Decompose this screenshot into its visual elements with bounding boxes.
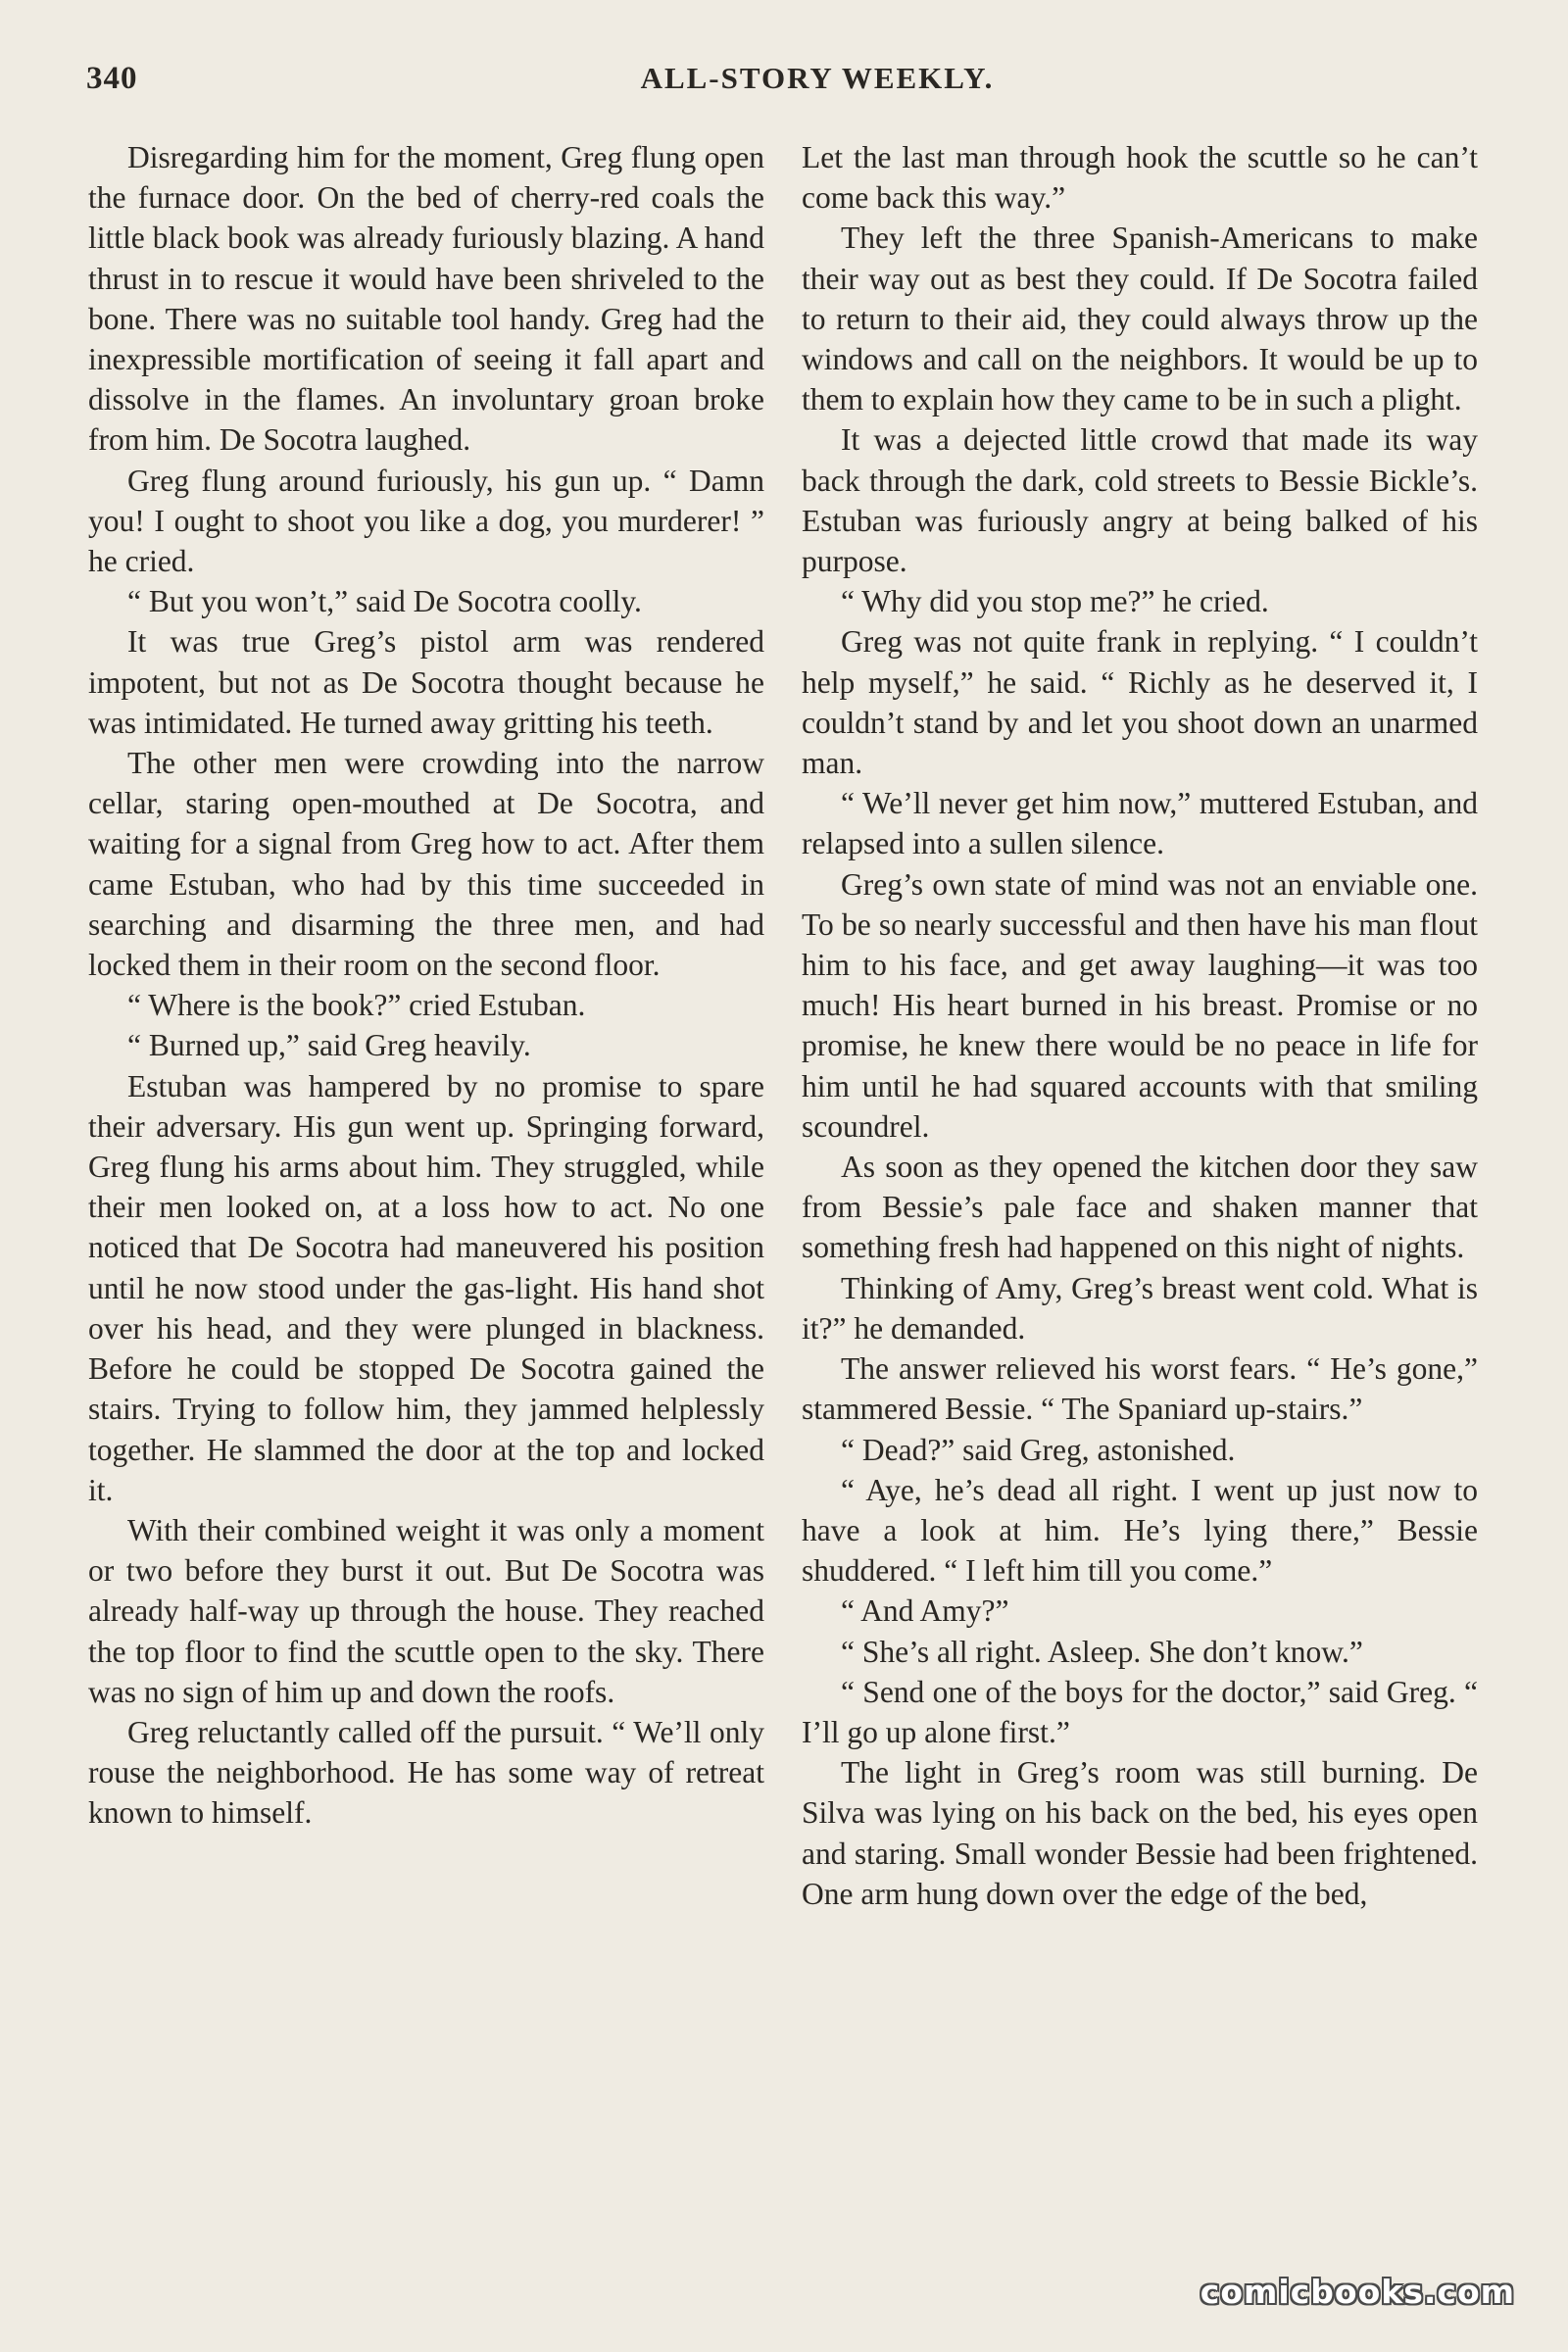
paragraph: “ And Amy?” (841, 1593, 1009, 1629)
paragraph: Greg flung around furiously, his gun up. “ Damn you! I ought to shoot you like a dog, you murderer! ” he cried. (88, 463, 764, 579)
running-title: ALL-STORY WEEKLY. (640, 61, 995, 95)
page-header (86, 61, 1480, 120)
paragraph: Greg’s own state of mind was not an enviable one. To be so nearly successful and then have his man flout him to his face, and get away laughing—it was too much! His heart burned in his breast. Promise or no promise, he knew there would be no peace in life for him until he had squared accounts with that smiling scoundrel. (802, 866, 1478, 1144)
paragraph: Disregarding him for the moment, Greg flung open the furnace door. On the bed of cherry-red coals the little black book was already furiously blazing. A hand thrust in to rescue it would have been shriveled to the bone. There was no suitable tool handy. Greg had the inexpressible mortification of seeing it fall apart and dissolve in the flames. An involuntary groan broke from him. De Socotra laughed. (88, 140, 764, 458)
paragraph: The light in Greg’s room was still burning. De Silva was lying on his back on the bed, his eyes open and staring. Small wonder Bessie had been frightened. One arm hung down over the edge of the bed, (802, 1755, 1478, 1911)
paragraph: “ Burned up,” said Greg heavily. (127, 1028, 531, 1063)
paragraph: As soon as they opened the kitchen door they saw from Bessie’s pale face and shaken manner that something fresh had happened on this night of nights. (802, 1150, 1478, 1265)
paragraph: Let the last man through hook the scuttle so he can’t come back this way.” (802, 140, 1478, 216)
paragraph: “ Dead?” said Greg, astonished. (841, 1432, 1236, 1467)
paragraph: “ Send one of the boys for the doctor,” said Greg. “ I’ll go up alone first.” (802, 1674, 1478, 1749)
page-number: 340 (86, 61, 138, 96)
paragraph: “ But you won’t,” said De Socotra coolly. (127, 584, 642, 619)
left-column (88, 137, 764, 1834)
paragraph: “ Aye, he’s dead all right. I went up just now to have a look at him. He’s lying there,” Bessie shuddered. “ I left him till you come.” (802, 1472, 1478, 1589)
paragraph: With their combined weight it was only a moment or two before they burst it out. But De Socotra was already half-way up through the house. They reached the top floor to find the scuttle open to the sky. There was no sign of him up and down the roofs. (88, 1512, 764, 1709)
site-watermark: comicbooks.com (1200, 2273, 1515, 2311)
paragraph: “ Where is the book?” cried Estuban. (127, 988, 586, 1023)
paragraph: The answer relieved his worst fears. “ He’s gone,” stammered Bessie. “ The Spaniard up-stairs.” (802, 1351, 1478, 1427)
paragraph: Estuban was hampered by no promise to spare their adversary. His gun went up. Springing forward, Greg flung his arms about him. They struggled, while their men looked on, at a loss how to act. No one noticed that De Socotra had maneuvered his position until he now stood under the gas-light. His hand shot over his head, and they were plunged in blackness. Before he could be stopped De Socotra gained the stairs. Trying to follow him, they jammed helplessly together. He slammed the door at the top and locked it. (88, 1068, 764, 1507)
right-column (802, 137, 1478, 1914)
paragraph: Thinking of Amy, Greg’s breast went cold. What is it?” he demanded. (802, 1270, 1478, 1346)
paragraph: Greg was not quite frank in replying. “ I couldn’t help myself,” he said. “ Richly as he deserved it, I couldn’t stand by and let you shoot down an unarmed man. (802, 624, 1478, 781)
paragraph: The other men were crowding into the narrow cellar, staring open-mouthed at De Socotra, and waiting for a signal from Greg how to act. After them came Estuban, who had by this time succeeded in searching and disarming the three men, and had locked them in their room on the second floor. (88, 746, 764, 983)
paragraph: Greg reluctantly called off the pursuit. “ We’ll only rouse the neighborhood. He has some way of retreat known to himself. (88, 1714, 764, 1831)
paragraph: “ Why did you stop me?” he cried. (841, 584, 1269, 619)
paragraph: It was true Greg’s pistol arm was rendered impotent, but not as De Socotra thought because he was intimidated. He turned away gritting his teeth. (88, 624, 764, 740)
paragraph: It was a dejected little crowd that made its way back through the dark, cold streets to Bessie Bickle’s. Estuban was furiously angry at being balked of his purpose. (802, 422, 1478, 579)
paragraph: “ We’ll never get him now,” muttered Estuban, and relapsed into a sullen silence. (802, 786, 1478, 861)
paragraph: “ She’s all right. Asleep. She don’t know.” (841, 1634, 1363, 1669)
paragraph: They left the three Spanish-Americans to make their way out as best they could. If De Socotra failed to return to their aid, they could always throw up the windows and call on the neighbors. It would be up to them to explain how they came to be in such a plight. (802, 220, 1478, 417)
